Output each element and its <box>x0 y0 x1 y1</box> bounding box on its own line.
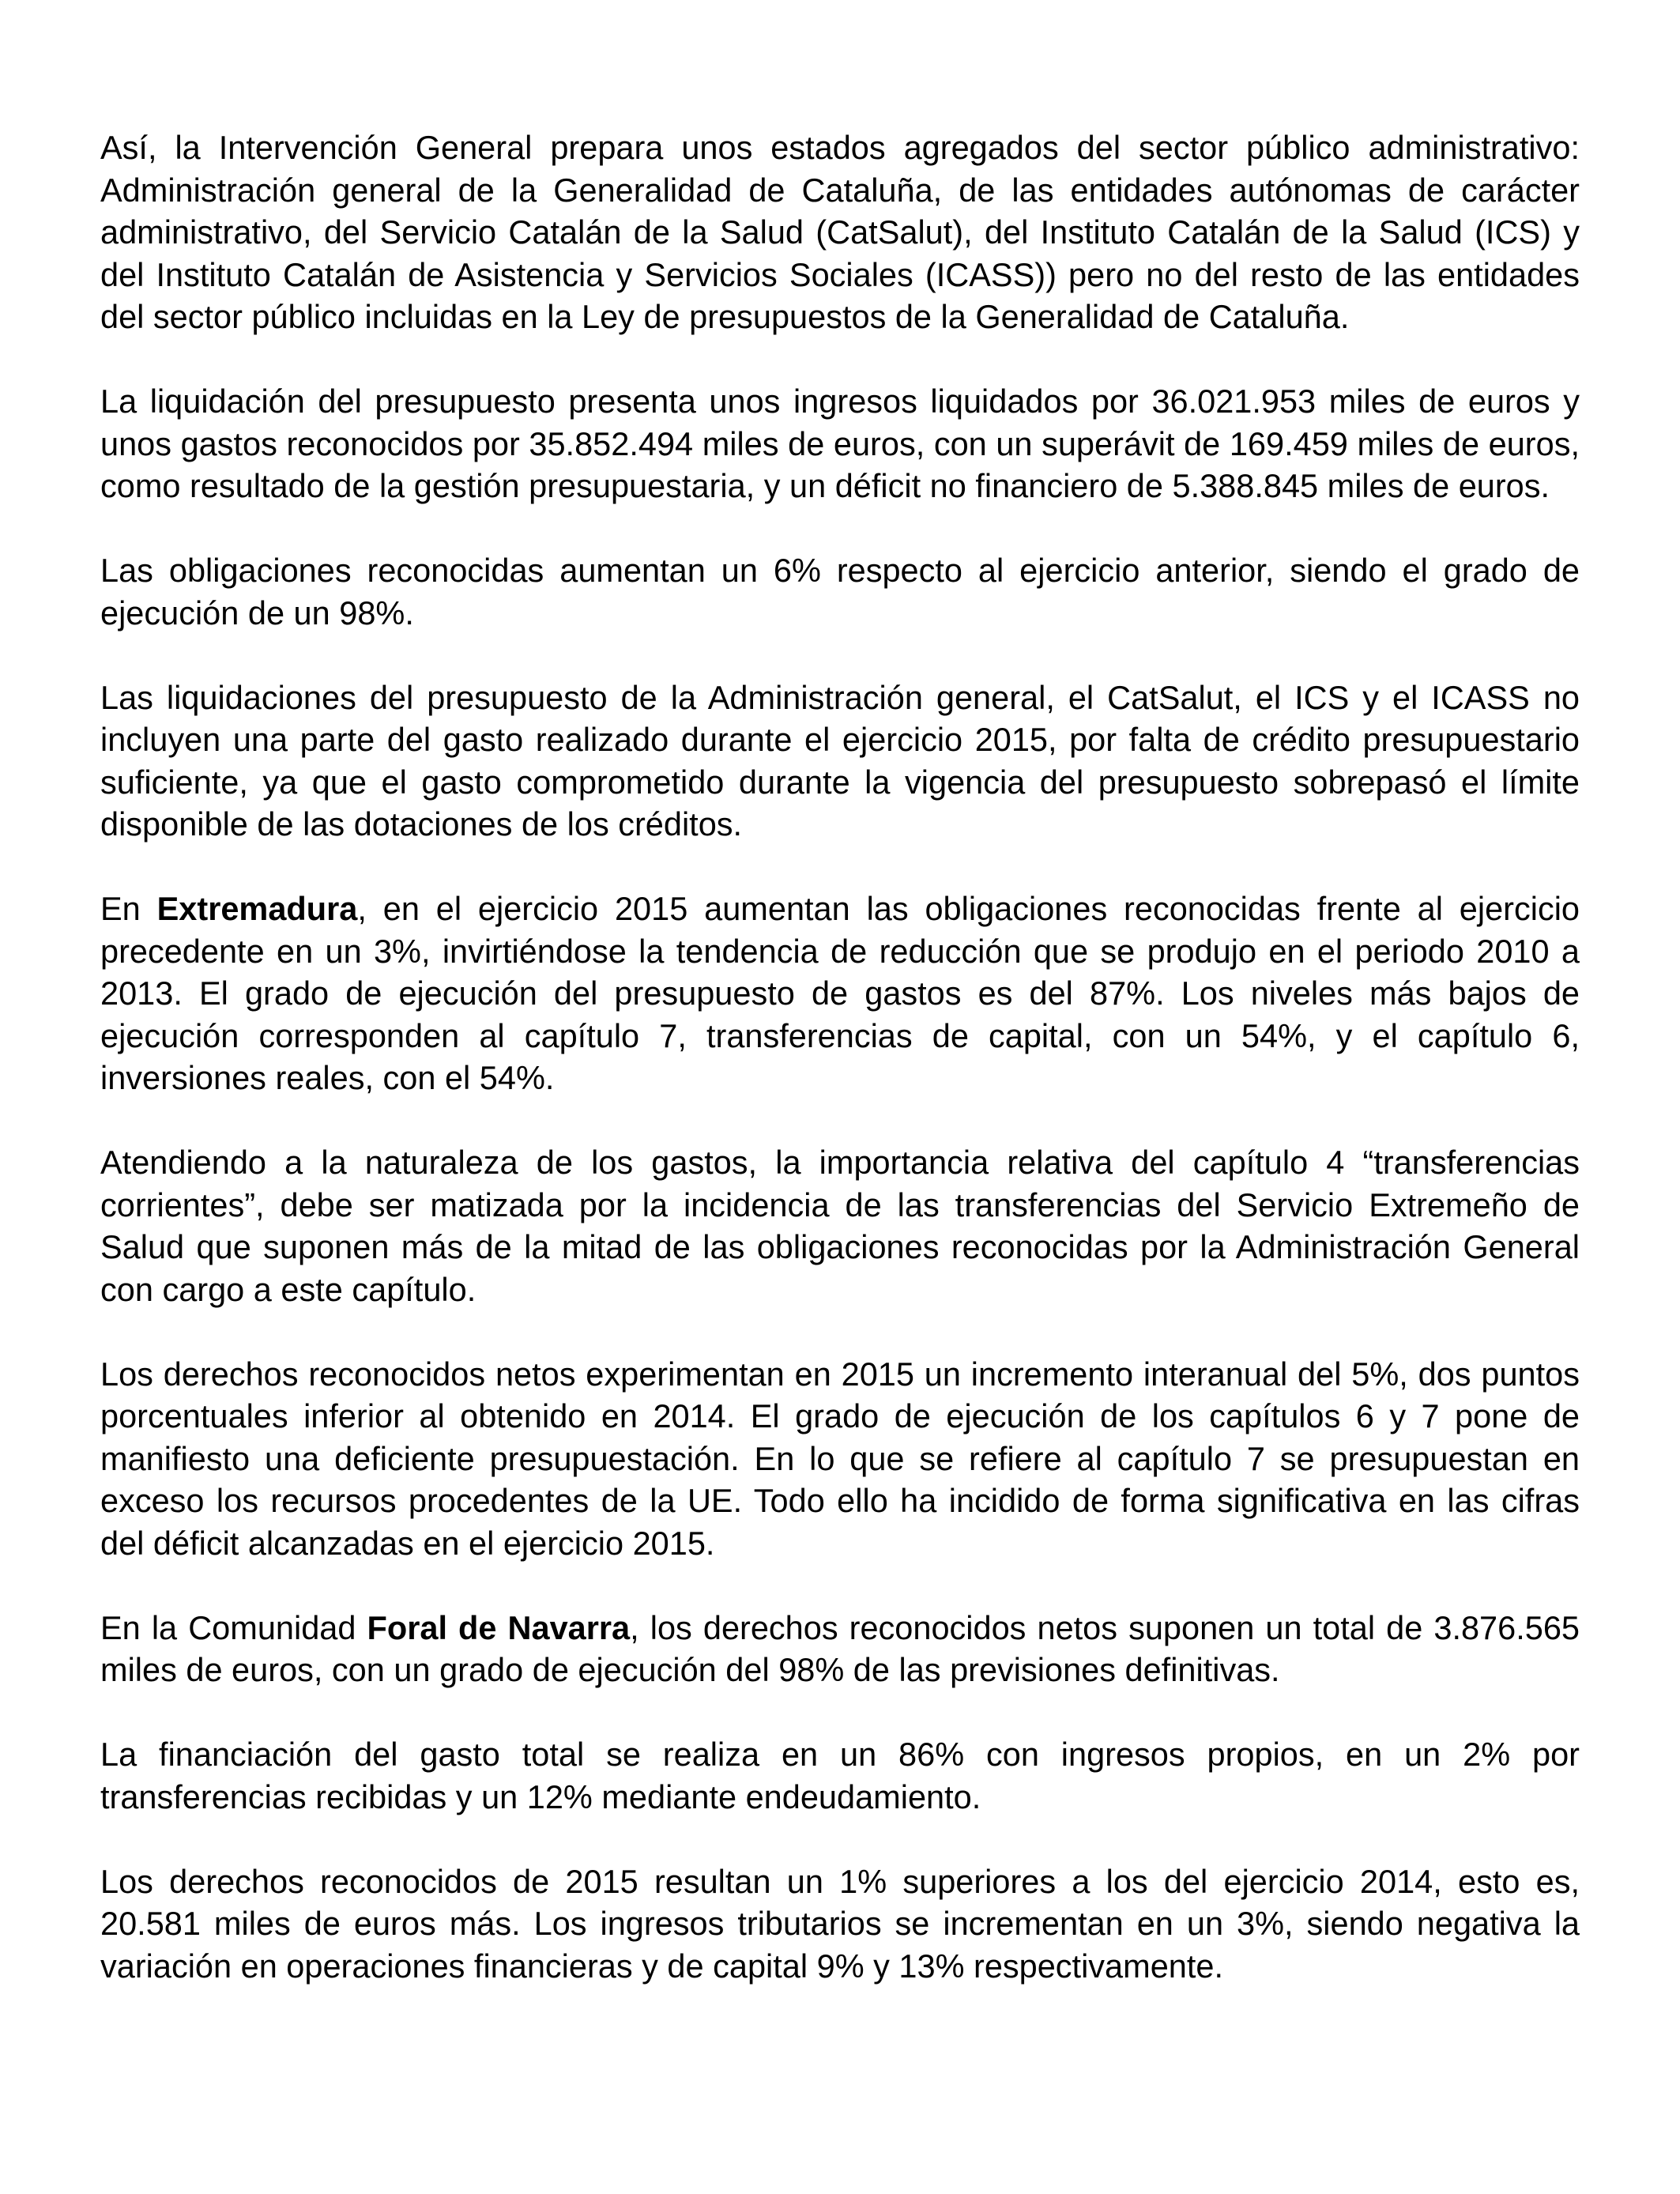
region-name-extremadura: Extremadura <box>156 890 358 927</box>
paragraph-catalunya-liquidacion: La liquidación del presupuesto presenta unos ingresos liquidados por 36.021.953 miles de euros y unos gastos reconocidos por 35.852.494 miles de euros, con un superávit de 169.459 miles de euros, como resultado de la gestión presupuestaria, y un déficit no financiero de 5.388.845 miles de euros. <box>100 383 1580 504</box>
paragraph-extremadura-rest: , en el ejercicio 2015 aumentan las obligaciones reconocidas frente al ejercicio precedente en un 3%, invirtiéndose la tendencia de reducción que se produjo en el periodo 2010 a 2013. El grado de ejecución del presupuesto de gastos es del 87%. Los niveles más bajos de ejecución corresponden al capítulo 7, transferencias de capital, con un 54%, y el capítulo 6, inversiones reales, con el 54%. <box>100 890 1580 1096</box>
paragraph-extremadura-prefix: En <box>100 890 157 927</box>
paragraph-extremadura-transferencias: Atendiendo a la naturaleza de los gastos, la importancia relativa del capítulo 4 “transferencias corrientes”, debe ser matizada por la incidencia de las transferencias del Servicio Extremeño de Salud que suponen más de la mitad de las obligaciones reconocidas por la Administración General con cargo a este capítulo. <box>100 1144 1580 1308</box>
paragraph-extremadura-derechos: Los derechos reconocidos netos experimentan en 2015 un incremento interanual del 5%, dos puntos porcentuales inferior al obtenido en 2014. El grado de ejecución de los capítulos 6 y 7 pone de manifiesto una deficiente presupuestación. En lo que se refiere al capítulo 7 se presupuestan en exceso los recursos procedentes de la UE. Todo ello ha incidido de forma significativa en las cifras del déficit alcanzadas en el ejercicio 2015. <box>100 1355 1580 1562</box>
paragraph-extremadura-obligaciones <box>100 888 1580 1099</box>
paragraph-navarra-financiacion: La financiación del gasto total se realiza en un 86% con ingresos propios, en un 2% por transferencias recibidas y un 12% mediante endeudamiento. <box>100 1736 1580 1815</box>
paragraph-navarra-derechos <box>100 1607 1580 1691</box>
paragraph-catalunya-obligaciones: Las obligaciones reconocidas aumentan un 6% respecto al ejercicio anterior, siendo el grado de ejecución de un 98%. <box>100 552 1580 631</box>
document-body <box>100 126 1580 1987</box>
paragraph-catalunya-estados-agregados: Así, la Intervención General prepara unos estados agregados del sector público administrativo: Administración general de la Generalidad de Cataluña, de las entidades autónomas de carácter administrativo, del Servicio Catalán de la Salud (CatSalut), del Instituto Catalán de la Salud (ICS) y del Instituto Catalán de Asistencia y Servicios Sociales (ICASS)) pero no del resto de las entidades del sector público incluidas en la Ley de presupuestos de la Generalidad de Cataluña. <box>100 129 1580 335</box>
region-name-navarra: Foral de Navarra <box>367 1608 631 1646</box>
paragraph-navarra-rest: , los derechos reconocidos netos suponen un total de 3.876.565 miles de euros, con un grado de ejecución del 98% de las previsiones definitivas. <box>100 1608 1580 1688</box>
paragraph-catalunya-gasto-no-incluido: Las liquidaciones del presupuesto de la Administración general, el CatSalut, el ICS y el ICASS no incluyen una parte del gasto realizado durante el ejercicio 2015, por falta de crédito presupuestario suficiente, ya que el gasto comprometido durante la vigencia del presupuesto sobrepasó el límite disponible de las dotaciones de los créditos. <box>100 678 1580 843</box>
paragraph-navarra-variacion-derechos: Los derechos reconocidos de 2015 resultan un 1% superiores a los del ejercicio 2014, esto es, 20.581 miles de euros más. Los ingresos tributarios se incrementan en un 3%, siendo negativa la variación en operaciones financieras y de capital 9% y 13% respectivamente. <box>100 1862 1580 1985</box>
paragraph-navarra-prefix: En la Comunidad <box>100 1608 367 1646</box>
